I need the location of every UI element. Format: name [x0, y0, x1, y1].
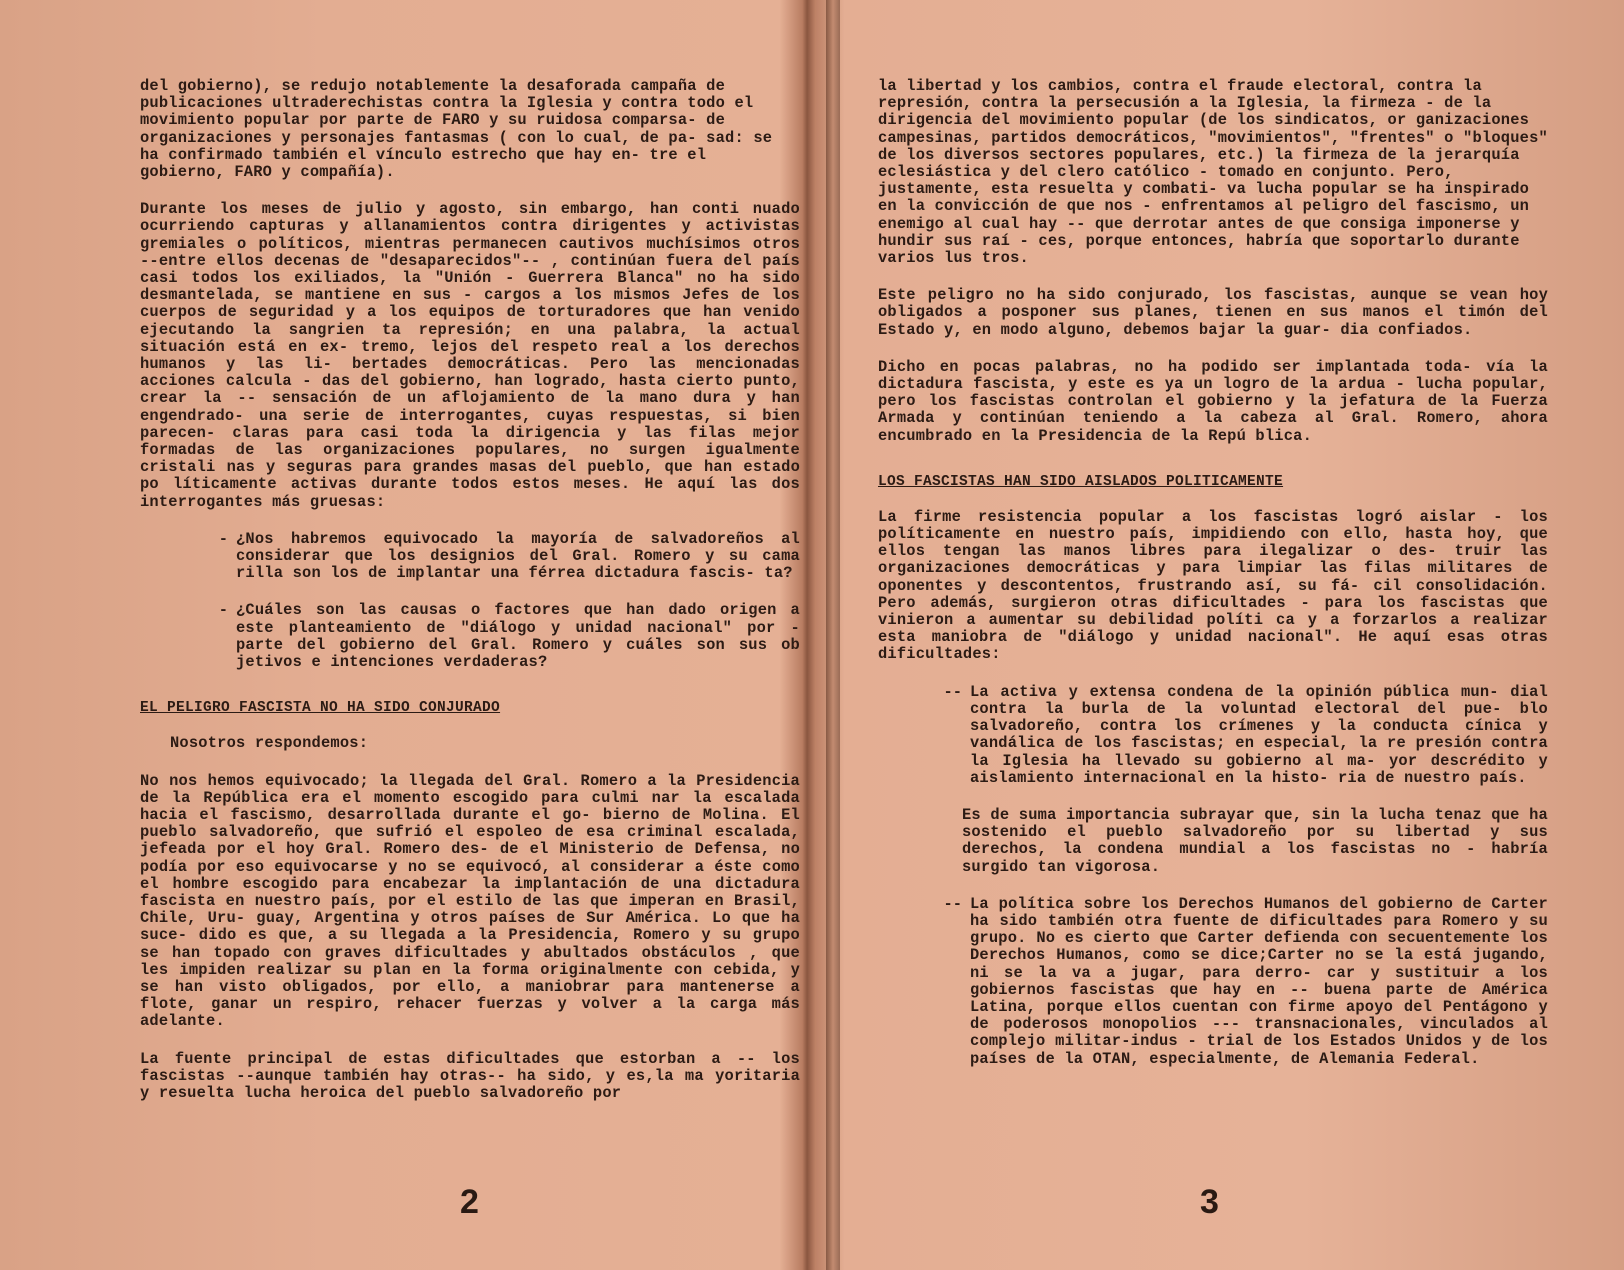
paragraph: del gobierno), se redujo notablemente la desaforada campaña de publicaciones ultraderechistas contra la Iglesia y contra todo el movimiento popular por parte de FARO y su ruidosa comparsa- de organizaciones y personajes fantasmas ( con lo cual, de pa- sad: se ha confirmado también el vínculo estrecho que hay en- tre el gobierno, FARO y compañía). — [140, 77, 773, 182]
list-item — [140, 602, 800, 671]
bullet-text: ¿Cuáles son las causas o factores que han dado origen a este planteamiento de "diálogo y unidad nacional" por - parte del gobierno del Gral. Romero y cuáles son sus ob jetivos e intenciones verdaderas? — [236, 601, 800, 672]
paragraph: Es de suma importancia subrayar que, sin la lucha tenaz que ha sostenido el pueblo salvadoreño por su libertad y sus derechos, la condena mundial a los fascistas no - habría surgido tan vigorosa. — [962, 805, 1548, 876]
bullet-dash: - — [218, 601, 228, 620]
paragraph: La firme resistencia popular a los fascistas logró aislar - los políticamente en nuestro país, impidiendo con ello, hasta hoy, que ellos tengan las manos libres para ilegalizar o des- truir las organizaciones democráticas y para limpiar las filas militares de oponentes y descontentos, frustrando así, su fá- cil consolidación. Pero además, surgieron otras dificultades - para los fascistas que vinieron a aumentar su debilidad políti ca y a forzarlos a realizar esta maniobra de "diálogo y unidad nacional". He aquí esas otras dificultades: — [878, 507, 1548, 664]
right-column — [878, 78, 1548, 1068]
paragraph: Durante los meses de julio y agosto, sin embargo, han conti nuado ocurriendo capturas y allanamientos contra dirigentes y activistas gremiales o políticos, mientras permanecen cautivos muchísimos otros --entre ellos decenas de "desaparecidos"-- , continúan fuera del país casi todos los exiliados, la "Unión - Guerrera Blanca" no ha sido desmantelada, se mantiene en sus - cargos a los mismos Jefes de los cuerpos de seguridad y a los equipos de torturadores que han venido ejecutando la sangrien ta represión; en una palabra, la actual situación está en ex- tremo, lejos del respeto real a los derechos humanos y las li- bertades democráticas. Pero las mencionadas acciones calcula - das del gobierno, han logrado, hasta cierto punto, crear la -- sensación de un aflojamiento de la mano dura y han engendrado- una serie de interrogantes, cuyas respuestas, si bien parecen- claras para casi toda la dirigencia y las filas mejor formadas de las organizaciones populares, no surgen igualmente cristali nas y seguras para grandes masas del pueblo, que han estado po líticamente activas durante todos estos meses. He aquí las dos interrogantes más gruesas: — [140, 200, 800, 511]
list-item — [140, 531, 800, 583]
bullet-dash: -- — [943, 894, 962, 913]
page-number: 2 — [460, 1183, 479, 1221]
section-heading: LOS FASCISTAS HAN SIDO AISLADOS POLITICAMENTE — [878, 473, 1284, 490]
bullet-text: La activa y extensa condena de la opinión pública mun- dial contra la burla de la voluntad electoral del pue- blo salvadoreño, contra los crímenes y la conducta cínica y vandálica de los fascistas; en especial, la re presión contra la Iglesia ha llevado su gobierno al ma- yor descrédito y aislamiento internacional en la histo- ria de nuestro país. — [970, 682, 1548, 787]
left-column — [140, 78, 800, 1102]
bullet-dash: - — [218, 529, 228, 548]
list-item — [878, 896, 1548, 1068]
section-heading: EL PELIGRO FASCISTA NO HA SIDO CONJURADO — [140, 700, 501, 717]
page-number: 3 — [1200, 1183, 1219, 1221]
right-page — [838, 0, 1624, 1270]
bullet-text: La política sobre los Derechos Humanos del gobierno de Carter ha sido también otra fuente de dificultades para Romero y su grupo. No es cierto que Carter defienda con secuentemente los Derechos Humanos, como se dice;Carter no se la está jugando, ni se la va a jugar, para derro- car y sustituir a los gobiernos fascistas que hay en -- buena parte de América Latina, porque ellos cuentan con firme apoyo del Pentágono y de poderosos monopolios --- transnacionales, vinculados al complejo militar-indus - trial de los Estados Unidos y de los países de la OTAN, especialmente, de Alemania Federal. — [970, 894, 1548, 1068]
paragraph: Este peligro no ha sido conjurado, los fascistas, aunque se vean hoy obligados a posponer sus planes, tienen en sus manos el timón del Estado y, en modo alguno, debemos bajar la guar- dia confiados. — [878, 286, 1548, 339]
paragraph: Dicho en pocas palabras, no ha podido ser implantada toda- vía la dictadura fascista, y este es ya un logro de la ardua - lucha popular, pero los fascistas controlan el gobierno y la jefatura de la Fuerza Armada y continúan teniendo a la cabeza al Gral. Romero, ahora encumbrado en la Presidencia de la Repú blica. — [878, 357, 1548, 445]
paragraph: Nosotros respondemos: — [170, 734, 369, 753]
bullet-dash: -- — [943, 682, 962, 701]
bullet-text: ¿Nos habremos equivocado la mayoría de salvadoreños al considerar que los designios del Gral. Romero y su cama rilla son los de implantar una férrea dictadura fascis- ta? — [236, 529, 800, 583]
paragraph: No nos hemos equivocado; la llegada del Gral. Romero a la Presidencia de la República era el momento escogido para culmi nar la escalada hacia el fascismo, desarrollada durante el go- bierno de Molina. El pueblo salvadoreño, que sufrió el espoleo de esa criminal escalada, jefeada por el hoy Gral. Romero des- de el Ministerio de Defensa, no podía por eso equivocarse y no se equivocó, al considerar a éste como el hombre escogido para encabezar la implantación de una dictadura fascista en nuestro país, por el estilo de las que imperan en Brasil, Chile, Uru- guay, Argentina y otros países de Sur América. Lo que ha suce- dido es que, a su llegada a la Presidencia, Romero y su grupo se han topado con graves dificultades y abultados obstáculos , que les impiden realizar su plan en la forma originalmente con cebida, y se han visto obligados, por ello, a maniobrar para mantenerse a flote, ganar un respiro, rehacer fuerzas y volver a la carga más adelante. — [140, 771, 800, 1031]
paragraph: La fuente principal de estas dificultades que estorban a -- los fascistas --aunque también hay otras-- ha sido, y es,la ma yoritaria y resuelta lucha heroica del pueblo salvadoreño por — [140, 1049, 800, 1102]
paragraph: la libertad y los cambios, contra el fraude electoral, contra la represión, contra la persecusión a la Iglesia, la firmeza - de la dirigencia del movimiento popular (de los sindicatos, or ganizaciones campesinas, partidos democráticos, "movimientos", "frentes" o "bloques" de los diversos sectores populares, etc.) la firmeza de la jerarquía eclesiástica y del clero católico - tomado en conjunto. Pero, justamente, esta resuelta y combati- va lucha popular se ha inspirado en la convicción de que nos - enfrentamos al peligro del fascismo, un enemigo al cual hay -- que derrotar antes de que consiga imponerse y hundir sus raí - ces, porque entonces, habría que soportarlo durante varios lus tros. — [878, 77, 1548, 268]
list-item — [878, 684, 1548, 787]
